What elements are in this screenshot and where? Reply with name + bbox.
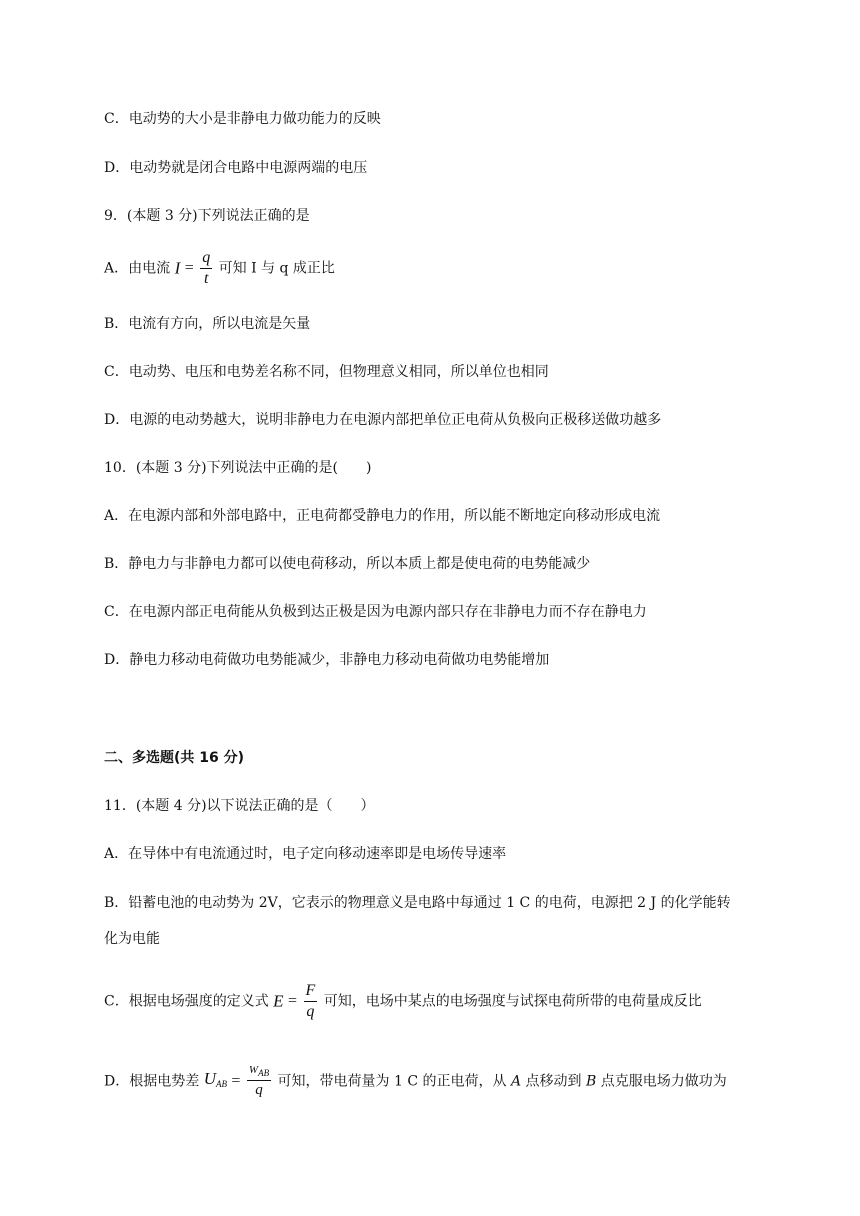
q11d-numerator	[247, 1065, 271, 1081]
q11d-denominator: q	[255, 1082, 263, 1098]
q11-option-b-line1: B．铅蓄电池的电动势为 2V，它表示的物理意义是电路中每通过 1 C 的电荷，电源把 2 J 的化学能转	[104, 895, 731, 911]
q10-option-a: A．在电源内部和外部电路中，正电荷都受静电力的作用，所以能不断地定向移动形成电流	[104, 508, 661, 524]
q8-option-c: C．电动势的大小是非静电力做功能力的反映	[104, 111, 381, 127]
q9a-numerator: q	[200, 250, 212, 269]
q11d-suffix-1: 可知，带电荷量为 1 C 的正电荷，从	[277, 1073, 507, 1090]
q10-option-c: C．在电源内部正电荷能从负极到达正极是因为电源内部只存在非静电力而不存在静电力	[104, 604, 647, 620]
q10-option-d: D．静电力移动电荷做功电势能减少，非静电力移动电荷做功电势能增加	[104, 652, 550, 668]
q10-stem: 10．(本题 3 分)下列说法中正确的是( )	[104, 460, 372, 476]
q9-stem: 9．(本题 3 分)下列说法正确的是	[104, 208, 310, 224]
q11c-denominator: q	[306, 1003, 315, 1020]
q11d-numerator-main: W	[248, 1064, 259, 1076]
q11d-prefix: D．根据电势差	[104, 1073, 200, 1090]
q11c-suffix: 可知，电场中某点的电场强度与试探电荷所带的电荷量成反比	[323, 993, 702, 1010]
q11d-equals: =	[231, 1072, 241, 1090]
q9-option-c: C．电动势、电压和电势差名称不同，但物理意义相同，所以单位也相同	[104, 364, 549, 380]
q11-option-a: A．在导体中有电流通过时，电子定向移动速率即是电场传导速率	[104, 846, 507, 862]
q11d-point-b: B	[586, 1073, 597, 1090]
q10-option-b: B．静电力与非静电力都可以使电荷移动，所以本质上都是使电荷的电势能减少	[104, 556, 591, 572]
q11d-point-a: A	[510, 1073, 522, 1090]
q11c-var: E	[273, 991, 284, 1011]
q9-option-a	[104, 250, 335, 287]
q9-option-b: B．电流有方向，所以电流是矢量	[104, 316, 311, 332]
q11d-numerator-subscript: AB	[258, 1068, 270, 1078]
section-heading-multiple-choice: 二、多选题(共 16 分)	[104, 750, 245, 766]
q9a-fraction	[200, 250, 212, 287]
q8-option-d: D．电动势就是闭合电路中电源两端的电压	[104, 160, 368, 176]
q11d-var	[204, 1069, 227, 1088]
q11-option-d	[104, 1065, 727, 1098]
q9a-equals: =	[184, 259, 194, 277]
q11c-prefix: C．根据电场强度的定义式	[104, 993, 269, 1010]
q11d-var-main: U	[203, 1069, 216, 1088]
q9a-prefix: A．由电流	[104, 260, 171, 277]
q11d-fraction	[247, 1065, 271, 1098]
q9a-denominator: t	[203, 270, 209, 287]
q11d-suffix-3: 点克服电场力做功为	[600, 1073, 727, 1090]
q11c-equals: =	[288, 992, 298, 1010]
q11c-numerator: F	[304, 983, 318, 1002]
q11-stem: 11．(本题 4 分)以下说法正确的是（ ）	[104, 798, 375, 814]
q11d-var-subscript: AB	[215, 1079, 227, 1089]
q9a-suffix: 可知 I 与 q 成正比	[218, 260, 335, 277]
q9-option-d: D．电源的电动势越大，说明非静电力在电源内部把单位正电荷从负极向正极移送做功越多	[104, 412, 662, 428]
q11-option-b-line2: 化为电能	[104, 931, 160, 947]
q9a-var: I	[174, 258, 181, 278]
q11-option-c	[104, 983, 702, 1020]
q11c-fraction	[304, 983, 318, 1020]
q11d-suffix-2: 点移动到	[525, 1073, 582, 1090]
